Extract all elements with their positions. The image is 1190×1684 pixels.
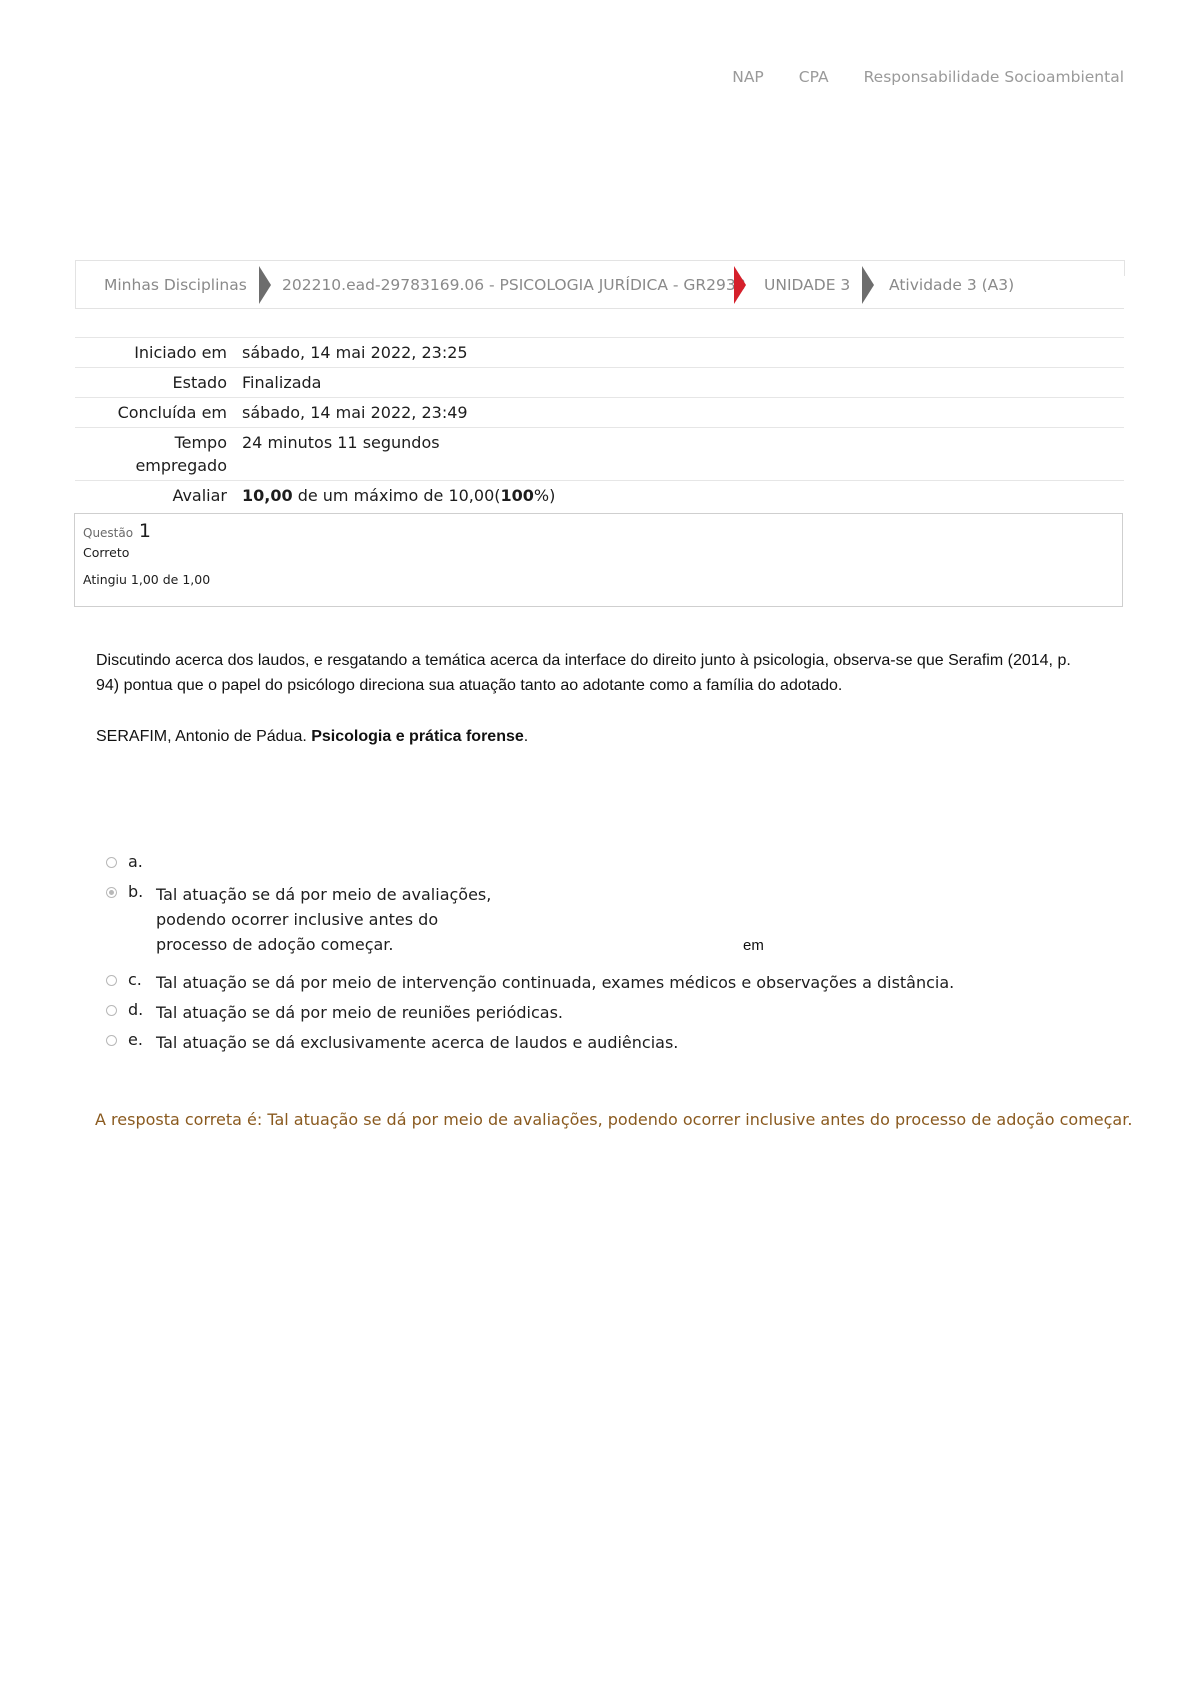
- grade-middle: de um máximo de 10,00(: [292, 486, 501, 505]
- grade-value: [242, 481, 1124, 511]
- summary-row-time: [75, 428, 1124, 481]
- state-value: Finalizada: [242, 368, 1124, 398]
- radio-icon[interactable]: [106, 1005, 117, 1016]
- question-text: [96, 648, 1086, 775]
- breadcrumb-item-unit[interactable]: UNIDADE 3: [764, 276, 851, 294]
- state-label: Estado: [75, 368, 242, 398]
- radio-icon[interactable]: [106, 857, 117, 868]
- summary-row-completed: [75, 398, 1124, 428]
- option-text-line: podendo ocorrer inclusive antes do: [156, 910, 439, 929]
- question-number-value: 1: [138, 520, 152, 542]
- option-text: Tal atuação se dá por meio de reuniões periódicas.: [156, 1003, 564, 1022]
- question-label: Questão: [83, 526, 134, 540]
- option-letter: e.: [128, 1030, 143, 1049]
- reference-end: .: [523, 728, 529, 745]
- completed-value: sábado, 14 mai 2022, 23:49: [242, 398, 1124, 428]
- right-answer-feedback: A resposta correta é: Tal atuação se dá por meio de avaliações, podendo ocorrer inclusive antes do processo de adoção começar.: [95, 1110, 1133, 1129]
- breadcrumb: [75, 260, 1124, 309]
- option-text: Tal atuação se dá exclusivamente acerca de laudos e audiências.: [156, 1033, 679, 1052]
- breadcrumb-item-course[interactable]: 202210.ead-29783169.06 - PSICOLOGIA JURÍDICA - GR2938: [282, 276, 746, 294]
- breadcrumb-item-activity[interactable]: Atividade 3 (A3): [889, 276, 1015, 294]
- started-label: Iniciado em: [75, 338, 242, 368]
- grade-percent: 100: [500, 486, 534, 505]
- nav-link-nap[interactable]: NAP: [732, 68, 764, 86]
- option-text-line: Tal atuação se dá por meio de avaliações,: [156, 885, 492, 904]
- radio-checked-icon[interactable]: [106, 887, 117, 898]
- option-text: Tal atuação se dá por meio de intervenção continuada, exames médicos e observações a distância.: [156, 973, 955, 992]
- option-letter: c.: [128, 970, 142, 989]
- time-label-line1: Tempo: [174, 433, 227, 452]
- radio-icon[interactable]: [106, 975, 117, 986]
- breadcrumb-item-minhas-disciplinas[interactable]: Minhas Disciplinas: [104, 276, 247, 294]
- option-letter: d.: [128, 1000, 144, 1019]
- option-letter: a.: [128, 852, 143, 871]
- option-letter: b.: [128, 882, 144, 901]
- nav-link-cpa[interactable]: CPA: [798, 68, 829, 86]
- question-grade: Atingiu 1,00 de 1,00: [83, 572, 211, 587]
- nav-link-responsabilidade[interactable]: Responsabilidade Socioambiental: [863, 68, 1124, 86]
- breadcrumb-separator-icon: [734, 266, 746, 304]
- reference-title: Psicologia e prática forense: [311, 728, 524, 745]
- summary-row-started: [75, 338, 1124, 368]
- top-nav: [732, 68, 1124, 86]
- option-text: [156, 882, 491, 957]
- time-label: [75, 428, 242, 481]
- summary-row-grade: [75, 481, 1124, 511]
- time-value: 24 minutos 11 segundos: [242, 428, 1124, 481]
- breadcrumb-separator-icon: [862, 266, 874, 304]
- question-body: Discutindo acerca dos laudos, e resgatando a temática acerca da interface do direito junto à psicologia, observa-se que Serafim (2014, p. 94) pontua que o papel do psicólogo direciona sua atuação tanto ao adotante como a família do adotado.: [96, 652, 1071, 694]
- question-info: [74, 513, 1123, 607]
- radio-icon[interactable]: [106, 1035, 117, 1046]
- option-text-line: processo de adoção começar.: [156, 935, 394, 954]
- question-state: Correto: [83, 545, 130, 560]
- question-reference: [96, 724, 1086, 749]
- grade-score: 10,00: [242, 486, 293, 505]
- stray-text: em: [743, 937, 764, 954]
- question-number: [83, 520, 1114, 542]
- breadcrumb-separator-icon: [259, 266, 271, 304]
- started-value: sábado, 14 mai 2022, 23:25: [242, 338, 1124, 368]
- attempt-summary: [75, 337, 1124, 510]
- summary-row-state: [75, 368, 1124, 398]
- grade-label: Avaliar: [75, 481, 242, 511]
- reference-author: SERAFIM, Antonio de Pádua.: [96, 728, 312, 745]
- grade-end: %): [533, 486, 556, 505]
- time-label-line2: empregado: [135, 456, 227, 475]
- completed-label: Concluída em: [75, 398, 242, 428]
